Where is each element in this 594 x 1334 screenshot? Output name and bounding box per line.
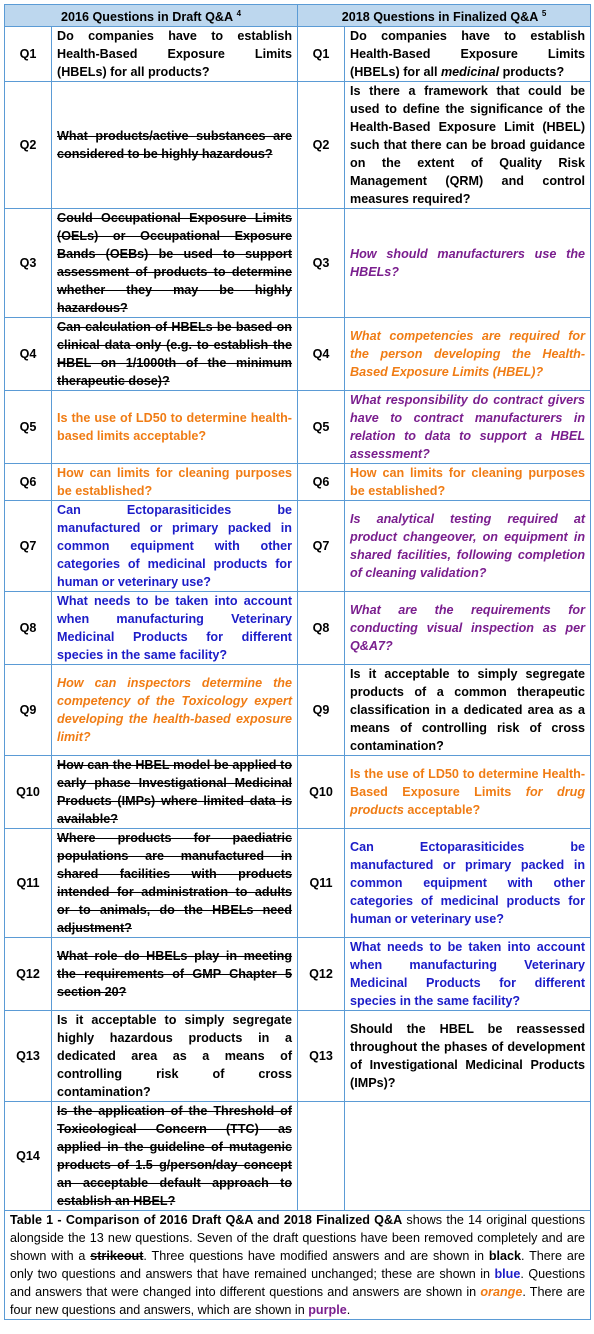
question-number-2016: Q2 <box>5 82 52 209</box>
caption-text: . Three questions have modified answers and are shown in <box>143 1249 489 1264</box>
header-2018-label: 2018 Questions in Finalized Q&A <box>341 10 539 25</box>
question-number-2016: Q10 <box>5 756 52 829</box>
table-row <box>5 318 591 391</box>
table-row <box>5 209 591 318</box>
question-2018: How should manufacturers use the HBELs? <box>345 209 591 318</box>
question-number-2018: Q4 <box>298 318 345 391</box>
question-number-2018: Q7 <box>298 501 345 592</box>
question-number-2016: Q1 <box>5 27 52 82</box>
question-2016: What role do HBELs play in meeting the requirements of GMP Chapter 5 section 20? <box>52 938 298 1011</box>
caption-text: . <box>346 1303 351 1318</box>
question-number-2016: Q6 <box>5 464 52 501</box>
table-row <box>5 1011 591 1102</box>
question-2018 <box>345 756 591 829</box>
question-2018-emphasis: for drug products <box>350 785 586 818</box>
table-row <box>5 1102 591 1211</box>
header-2016-label: 2016 Questions in Draft Q&A <box>60 10 234 25</box>
table-row <box>5 592 591 665</box>
question-number-2018: Q1 <box>298 27 345 82</box>
table-row <box>5 829 591 938</box>
question-2016: How can the HBEL model be applied to early phase Investigational Medicinal Products (IMPs) where limited data is available? <box>52 756 298 829</box>
question-number-2018 <box>298 1102 345 1211</box>
question-number-2016: Q5 <box>5 391 52 464</box>
question-2018: Should the HBEL be reassessed throughout the phases of development of Investigational Medicinal Products (IMPs)? <box>345 1011 591 1102</box>
question-2018-text: acceptable? <box>403 803 481 818</box>
header-row <box>5 5 591 27</box>
table-row <box>5 391 591 464</box>
question-2018: Is it acceptable to simply segregate products of a common therapeutic classification in a dedicated area as a means of controlling risk of cross contamination? <box>345 665 591 756</box>
question-2016: Is it acceptable to simply segregate highly hazardous products in a dedicated area as a means of controlling risk of cross contamination? <box>52 1011 298 1102</box>
question-2018-text: Do companies have to establish Health-Based Exposure Limits (HBELs) for all <box>350 29 586 80</box>
question-2018: Can Ectoparasiticides be manufactured or primary packed in common equipment with other categories of medicinal products for human or veterinary use? <box>345 829 591 938</box>
table-row <box>5 27 591 82</box>
question-2016: Do companies have to establish Health-Based Exposure Limits (HBELs) for all products? <box>52 27 298 82</box>
question-number-2018: Q11 <box>298 829 345 938</box>
question-2016: How can limits for cleaning purposes be established? <box>52 464 298 501</box>
question-2016: What products/active substances are considered to be highly hazardous? <box>52 82 298 209</box>
table-caption <box>5 1211 591 1320</box>
header-2018 <box>298 5 591 27</box>
question-2016: Where products for paediatric populations are manufactured in shared facilities with products intended for administration to adults or to animals, do the HBELs need adjustment? <box>52 829 298 938</box>
caption-black: black <box>488 1249 522 1264</box>
question-2016: What needs to be taken into account when manufacturing Veterinary Medicinal Products for different species in the same facility? <box>52 592 298 665</box>
question-number-2018: Q3 <box>298 209 345 318</box>
question-2016: How can inspectors determine the competency of the Toxicology expert developing the health-based exposure limit? <box>52 665 298 756</box>
question-number-2018: Q8 <box>298 592 345 665</box>
question-2018: What are the requirements for conducting visual inspection as per Q&A7? <box>345 592 591 665</box>
question-number-2016: Q8 <box>5 592 52 665</box>
caption-text: . There are four new questions and answers, which are shown in <box>10 1285 586 1318</box>
question-number-2018: Q13 <box>298 1011 345 1102</box>
caption-text: . There are only two questions and answers that have remained unchanged; these are shown in <box>10 1249 586 1282</box>
table-row <box>5 464 591 501</box>
question-2018 <box>345 27 591 82</box>
question-number-2016: Q11 <box>5 829 52 938</box>
table-row <box>5 82 591 209</box>
question-number-2018: Q6 <box>298 464 345 501</box>
question-2018: How can limits for cleaning purposes be established? <box>345 464 591 501</box>
question-2016: Can Ectoparasiticides be manufactured or primary packed in common equipment with other categories of medicinal products for human or veterinary use? <box>52 501 298 592</box>
question-2018: What needs to be taken into account when manufacturing Veterinary Medicinal Products for different species in the same facility? <box>345 938 591 1011</box>
question-2016: Can calculation of HBELs be based on clinical data only (e.g. to establish the HBEL on 1/1000th of the minimum therapeutic dose)? <box>52 318 298 391</box>
question-2018-emphasis: medicinal <box>440 65 500 80</box>
question-number-2018: Q5 <box>298 391 345 464</box>
question-2016: Is the use of LD50 to determine health-based limits acceptable? <box>52 391 298 464</box>
comparison-table <box>4 4 591 1320</box>
caption-title: Table 1 - Comparison of 2016 Draft Q&A and 2018 Finalized Q&A <box>10 1213 403 1228</box>
question-number-2016: Q9 <box>5 665 52 756</box>
caption-orange: orange <box>480 1285 523 1300</box>
caption-text: shows the 14 original questions alongside the 13 new questions. Seven of the draft questions have been removed completely and are shown with a <box>10 1213 586 1264</box>
question-number-2016: Q12 <box>5 938 52 1011</box>
question-number-2016: Q13 <box>5 1011 52 1102</box>
question-number-2016: Q7 <box>5 501 52 592</box>
table-row <box>5 756 591 829</box>
caption-purple: purple <box>308 1303 347 1318</box>
question-number-2016: Q4 <box>5 318 52 391</box>
table-row <box>5 665 591 756</box>
header-2018-footnote: 5 <box>541 9 547 18</box>
table-row <box>5 501 591 592</box>
question-2018: Is there a framework that could be used to define the significance of the Health-Based Exposure Limit (HBEL) such that there can be broad guidance on the extent of Quality Risk Management (QRM) and control measures required? <box>345 82 591 209</box>
question-number-2016: Q3 <box>5 209 52 318</box>
question-2018: What responsibility do contract givers have to contract manufacturers in relation to data to support a HBEL assessment? <box>345 391 591 464</box>
caption-row <box>5 1211 591 1320</box>
question-number-2018: Q2 <box>298 82 345 209</box>
question-number-2018: Q10 <box>298 756 345 829</box>
question-2016: Is the application of the Threshold of Toxicological Concern (TTC) as applied in the guideline of mutagenic products of 1.5 g/person/day concept an acceptable default approach to establish an HBEL? <box>52 1102 298 1211</box>
question-2018: What competencies are required for the person developing the Health-Based Exposure Limits (HBEL)? <box>345 318 591 391</box>
table-row <box>5 938 591 1011</box>
question-2018 <box>345 1102 591 1211</box>
caption-blue: blue <box>494 1267 521 1282</box>
question-2018-text: Is the use of LD50 to determine Health-Based Exposure Limits <box>350 767 586 800</box>
question-number-2018: Q9 <box>298 665 345 756</box>
caption-strikeout: strikeout <box>90 1249 144 1264</box>
question-2018-text: products? <box>499 65 565 80</box>
question-2016: Could Occupational Exposure Limits (OELs) or Occupational Exposure Bands (OEBs) be used to support assessment of products to determine whether they may be highly hazardous? <box>52 209 298 318</box>
question-number-2018: Q12 <box>298 938 345 1011</box>
question-2018: Is analytical testing required at product changeover, on equipment in shared facilities, following completion of cleaning validation? <box>345 501 591 592</box>
question-number-2016: Q14 <box>5 1102 52 1211</box>
caption-text: . Questions and answers that were changed into different questions and answers are shown in <box>10 1267 586 1300</box>
header-2016-footnote: 4 <box>236 9 242 18</box>
header-2016 <box>5 5 298 27</box>
